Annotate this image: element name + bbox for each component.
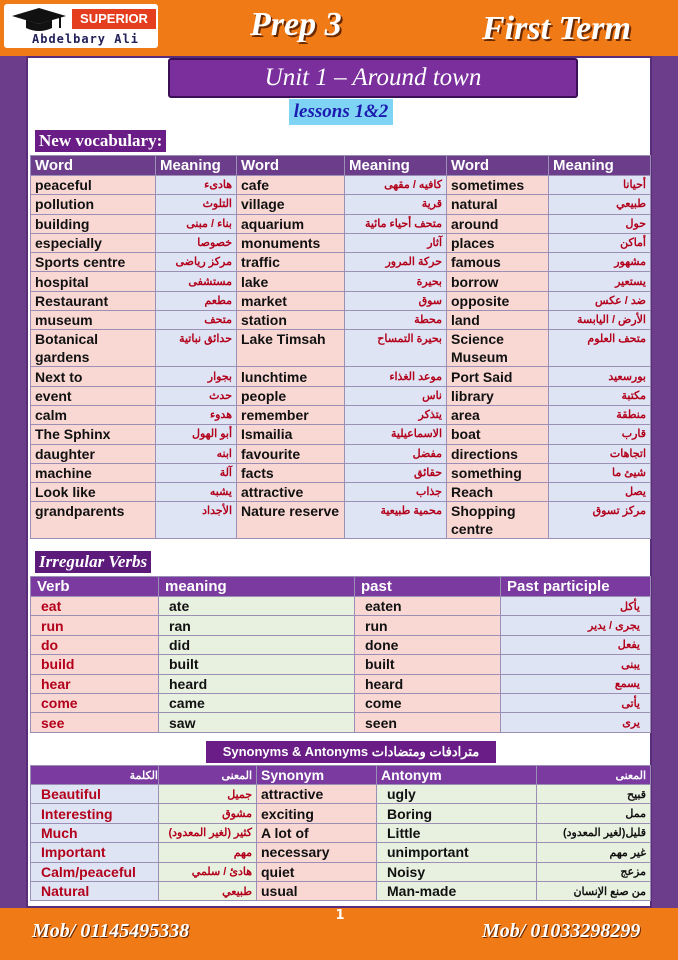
verb-past: heard — [355, 674, 501, 693]
syn-word: Interesting — [31, 804, 159, 823]
vocab-word: hospital — [31, 272, 156, 291]
vocab-word: Look like — [31, 483, 156, 502]
vocab-word: attractive — [237, 483, 345, 502]
vocab-word: borrow — [447, 272, 549, 291]
verb-base: see — [31, 713, 159, 732]
irregular-verbs-label: Irregular Verbs — [35, 551, 151, 573]
vocab-word: Lake Timsah — [237, 330, 345, 367]
vocab-meaning: متحف أحياء مائية — [345, 214, 447, 233]
vocab-word: Port Said — [447, 367, 549, 386]
verb-base: do — [31, 635, 159, 654]
vocab-meaning: بحيرة — [345, 272, 447, 291]
unit-title: Unit 1 – Around town — [168, 58, 578, 98]
syn-antonym-meaning: قبيح — [537, 785, 651, 804]
vocabulary-row — [31, 425, 651, 444]
vocabulary-row — [31, 330, 651, 367]
verbs-header: meaning — [159, 577, 355, 597]
vocab-word: land — [447, 311, 549, 330]
vocab-meaning: سوق — [345, 291, 447, 310]
syn-antonym: unimportant — [377, 843, 537, 862]
vocab-word: museum — [31, 311, 156, 330]
verb-past: seen — [355, 713, 501, 732]
syn-header: المعنى — [537, 766, 651, 785]
vocab-meaning: مطعم — [156, 291, 237, 310]
page-number: 1 — [335, 908, 345, 923]
vocab-word: Science Museum — [447, 330, 549, 367]
syn-word-meaning: طبيعي — [159, 881, 257, 900]
vocab-meaning: منطقة — [549, 405, 651, 424]
vocab-word: peaceful — [31, 176, 156, 195]
vocab-meaning: محطة — [345, 311, 447, 330]
vocab-meaning: ابنه — [156, 444, 237, 463]
vocabulary-row — [31, 176, 651, 195]
vocab-word: people — [237, 386, 345, 405]
vocab-meaning: آثار — [345, 233, 447, 252]
vocab-meaning: ناس — [345, 386, 447, 405]
vocabulary-row — [31, 233, 651, 252]
vocab-word: opposite — [447, 291, 549, 310]
syn-antonym-meaning: قليل(لغير المعدود) — [537, 823, 651, 842]
syn-antonym: Man-made — [377, 881, 537, 900]
vocab-word: natural — [447, 195, 549, 214]
vocab-meaning: مكتبة — [549, 386, 651, 405]
vocab-word: pollution — [31, 195, 156, 214]
vocab-word: event — [31, 386, 156, 405]
verb-meaning: came — [159, 693, 355, 712]
vocab-word: especially — [31, 233, 156, 252]
logo — [4, 4, 158, 48]
verb-row — [31, 635, 651, 654]
vocab-meaning: أبو الهول — [156, 425, 237, 444]
vocab-meaning: موعد الغذاء — [345, 367, 447, 386]
vocab-word: Nature reserve — [237, 502, 345, 539]
vocab-word: Restaurant — [31, 291, 156, 310]
verb-meaning: built — [159, 655, 355, 674]
vocab-meaning: قارب — [549, 425, 651, 444]
vocab-meaning: حدائق نباتية — [156, 330, 237, 367]
syn-header: Antonym — [377, 766, 537, 785]
vocab-meaning: متحف — [156, 311, 237, 330]
vocab-meaning: حدث — [156, 386, 237, 405]
synonym-row — [31, 862, 651, 881]
vocab-meaning: كافيه / مقهى — [345, 176, 447, 195]
grade-title: Prep 3 — [250, 6, 342, 43]
vocabulary-row — [31, 405, 651, 424]
verb-meaning: heard — [159, 674, 355, 693]
frame-left — [0, 56, 26, 908]
vocab-word: favourite — [237, 444, 345, 463]
verb-base: hear — [31, 674, 159, 693]
vocab-meaning: متحف العلوم — [549, 330, 651, 367]
syn-synonym: quiet — [257, 862, 377, 881]
vocab-header: Word — [447, 156, 549, 176]
syn-word-meaning: جميل — [159, 785, 257, 804]
syn-word-meaning: كثير (لغير المعدود) — [159, 823, 257, 842]
vocab-meaning: طبيعي — [549, 195, 651, 214]
verb-participle: يأكل — [501, 597, 651, 616]
vocab-meaning: هادىء — [156, 176, 237, 195]
vocab-meaning: حول — [549, 214, 651, 233]
frame-right — [652, 56, 678, 908]
verb-participle: يسمع — [501, 674, 651, 693]
verb-meaning: saw — [159, 713, 355, 732]
syn-word: Much — [31, 823, 159, 842]
syn-synonym: usual — [257, 881, 377, 900]
synonym-row — [31, 843, 651, 862]
vocab-word: Reach — [447, 483, 549, 502]
synonym-row — [31, 785, 651, 804]
vocab-word: aquarium — [237, 214, 345, 233]
vocab-header: Meaning — [345, 156, 447, 176]
vocab-word: Sports centre — [31, 253, 156, 272]
syn-word: Calm/peaceful — [31, 862, 159, 881]
syn-header: الكلمة — [31, 766, 159, 785]
syn-antonym-meaning: من صنع الإنسان — [537, 881, 651, 900]
vocab-meaning: حقائق — [345, 463, 447, 482]
vocabulary-row — [31, 195, 651, 214]
synonym-row — [31, 823, 651, 842]
vocab-meaning: بحيرة التمساح — [345, 330, 447, 367]
synonym-row — [31, 804, 651, 823]
vocab-word: village — [237, 195, 345, 214]
syn-antonym: Noisy — [377, 862, 537, 881]
syn-word-meaning: هادئ / سلمي — [159, 862, 257, 881]
vocab-word: lunchtime — [237, 367, 345, 386]
vocab-word: grandparents — [31, 502, 156, 539]
syn-antonym: Boring — [377, 804, 537, 823]
vocabulary-row — [31, 367, 651, 386]
syn-antonym-meaning: ممل — [537, 804, 651, 823]
verb-row — [31, 713, 651, 732]
vocab-word: sometimes — [447, 176, 549, 195]
vocab-word: lake — [237, 272, 345, 291]
logo-brand: SUPERIOR — [72, 9, 156, 29]
term-title: First Term — [482, 10, 631, 47]
verb-participle: يفعل — [501, 635, 651, 654]
verb-row — [31, 597, 651, 616]
verb-participle: يجرى / يدير — [501, 616, 651, 635]
verb-row — [31, 616, 651, 635]
vocab-meaning: حركة المرور — [345, 253, 447, 272]
vocab-header: Meaning — [156, 156, 237, 176]
vocabulary-row — [31, 483, 651, 502]
graduation-cap-icon — [8, 6, 70, 32]
syn-antonym-meaning: غير مهم — [537, 843, 651, 862]
verb-base: eat — [31, 597, 159, 616]
verbs-header: past — [355, 577, 501, 597]
syn-synonym: exciting — [257, 804, 377, 823]
vocab-word: directions — [447, 444, 549, 463]
vocab-word: Next to — [31, 367, 156, 386]
vocab-word: building — [31, 214, 156, 233]
vocab-meaning: بجوار — [156, 367, 237, 386]
vocab-word: The Sphinx — [31, 425, 156, 444]
vocab-word: something — [447, 463, 549, 482]
vocab-meaning: أماكن — [549, 233, 651, 252]
vocab-meaning: محمية طبيعية — [345, 502, 447, 539]
vocab-meaning: مستشفى — [156, 272, 237, 291]
synonyms-antonyms-title: Synonyms & Antonyms مترادفات ومتضادات — [206, 741, 496, 763]
synonyms-antonyms-table — [30, 765, 651, 901]
vocab-word: machine — [31, 463, 156, 482]
irregular-verbs-table — [30, 576, 651, 733]
vocab-meaning: مركز رياضى — [156, 253, 237, 272]
vocab-meaning: يستعير — [549, 272, 651, 291]
verb-base: build — [31, 655, 159, 674]
vocab-word: traffic — [237, 253, 345, 272]
verb-past: run — [355, 616, 501, 635]
lessons-label: lessons 1&2 — [289, 99, 393, 125]
vocab-meaning: مفضل — [345, 444, 447, 463]
vocab-word: calm — [31, 405, 156, 424]
vocab-word: around — [447, 214, 549, 233]
vocab-meaning: مشهور — [549, 253, 651, 272]
vocab-word: facts — [237, 463, 345, 482]
vocab-meaning: الأرض / اليابسة — [549, 311, 651, 330]
syn-synonym: attractive — [257, 785, 377, 804]
vocabulary-row — [31, 463, 651, 482]
verb-past: built — [355, 655, 501, 674]
syn-word: Natural — [31, 881, 159, 900]
vocab-meaning: الأجداد — [156, 502, 237, 539]
vocab-meaning: هدوء — [156, 405, 237, 424]
vocab-word: Botanical gardens — [31, 330, 156, 367]
verb-meaning: ran — [159, 616, 355, 635]
vocab-meaning: أحيانا — [549, 176, 651, 195]
syn-antonym-meaning: مزعج — [537, 862, 651, 881]
syn-antonym: ugly — [377, 785, 537, 804]
vocab-meaning: مركز تسوق — [549, 502, 651, 539]
verb-meaning: did — [159, 635, 355, 654]
verb-past: done — [355, 635, 501, 654]
vocab-meaning: يصل — [549, 483, 651, 502]
syn-word: Beautiful — [31, 785, 159, 804]
vocab-word: places — [447, 233, 549, 252]
synonyms-header-row — [31, 766, 651, 785]
vocabulary-header-row — [31, 156, 651, 176]
vocab-word: market — [237, 291, 345, 310]
vocab-header: Word — [237, 156, 345, 176]
vocab-header: Word — [31, 156, 156, 176]
syn-word: Important — [31, 843, 159, 862]
vocab-meaning: بناء / مبنى — [156, 214, 237, 233]
vocab-word: remember — [237, 405, 345, 424]
verb-row — [31, 693, 651, 712]
phone-left: Mob/ 01145495338 — [32, 920, 190, 942]
vocabulary-table — [30, 155, 651, 539]
verb-participle: يأتى — [501, 693, 651, 712]
vocab-meaning: آلة — [156, 463, 237, 482]
verb-row — [31, 674, 651, 693]
vocab-meaning: بورسعيد — [549, 367, 651, 386]
vocabulary-row — [31, 214, 651, 233]
vocab-word: famous — [447, 253, 549, 272]
verbs-header: Past participle — [501, 577, 651, 597]
vocab-meaning: ضد / عكس — [549, 291, 651, 310]
syn-header: Synonym — [257, 766, 377, 785]
vocab-meaning: شيئ ما — [549, 463, 651, 482]
verbs-header-row — [31, 577, 651, 597]
vocab-word: area — [447, 405, 549, 424]
vocab-meaning: يتذكر — [345, 405, 447, 424]
verb-past: eaten — [355, 597, 501, 616]
syn-synonym: necessary — [257, 843, 377, 862]
verb-meaning: ate — [159, 597, 355, 616]
vocabulary-row — [31, 272, 651, 291]
verb-past: come — [355, 693, 501, 712]
vocab-meaning: التلوث — [156, 195, 237, 214]
verb-base: come — [31, 693, 159, 712]
vocab-header: Meaning — [549, 156, 651, 176]
verbs-header: Verb — [31, 577, 159, 597]
verb-participle: يرى — [501, 713, 651, 732]
vocabulary-row — [31, 311, 651, 330]
vocab-meaning: الاسماعيلية — [345, 425, 447, 444]
logo-author: Abdelbary Ali — [32, 32, 139, 46]
syn-word-meaning: مهم — [159, 843, 257, 862]
vocabulary-row — [31, 291, 651, 310]
phone-right: Mob/ 01033298299 — [482, 920, 641, 942]
vocab-word: monuments — [237, 233, 345, 252]
syn-word-meaning: مشوق — [159, 804, 257, 823]
syn-antonym: Little — [377, 823, 537, 842]
vocab-word: boat — [447, 425, 549, 444]
syn-synonym: A lot of — [257, 823, 377, 842]
vocab-meaning: خصوصا — [156, 233, 237, 252]
vocabulary-label: New vocabulary: — [35, 130, 166, 152]
vocabulary-row — [31, 253, 651, 272]
verb-base: run — [31, 616, 159, 635]
vocab-word: Ismailia — [237, 425, 345, 444]
vocab-word: station — [237, 311, 345, 330]
vocab-word: cafe — [237, 176, 345, 195]
vocabulary-row — [31, 444, 651, 463]
vocab-word: Shopping centre — [447, 502, 549, 539]
verb-row — [31, 655, 651, 674]
vocabulary-row — [31, 502, 651, 539]
vocabulary-row — [31, 386, 651, 405]
vocab-word: library — [447, 386, 549, 405]
vocab-word: daughter — [31, 444, 156, 463]
vocab-meaning: اتجاهات — [549, 444, 651, 463]
synonym-row — [31, 881, 651, 900]
syn-header: المعنى — [159, 766, 257, 785]
vocab-meaning: قرية — [345, 195, 447, 214]
vocab-meaning: يشبه — [156, 483, 237, 502]
vocab-meaning: جذاب — [345, 483, 447, 502]
verb-participle: يبنى — [501, 655, 651, 674]
